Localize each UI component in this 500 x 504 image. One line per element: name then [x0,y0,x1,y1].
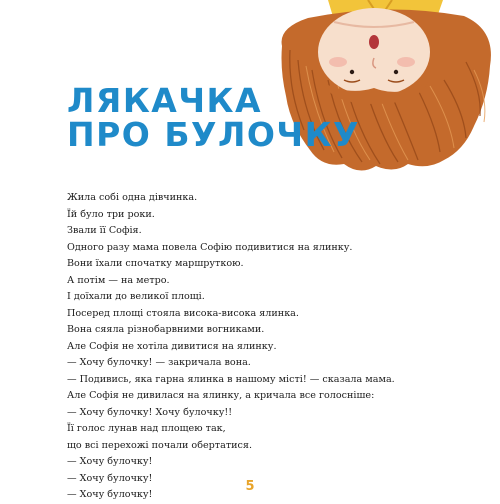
story-line: — Подивись, яка гарна ялинка в нашому місті! — сказала мама. [67,373,395,385]
title-line-2: ПРО БУЛОЧКУ [67,115,360,154]
story-line: — Хочу булочку! [67,489,153,500]
story-line: — Хочу булочку! [67,472,153,484]
story-line: Одного разу мама повела Софію подивитися на ялинку. [67,241,353,253]
story-line: — Хочу булочку! — закричала вона. [67,357,251,368]
page-title [67,81,360,154]
page-number: 5 [245,479,255,494]
title-line-1: ЛЯКАЧКА [67,81,263,120]
story-line: що всі перехожі почали обертатися. [67,439,253,451]
story-line: — Хочу булочку! [67,456,153,467]
story-line: Їй було три роки. [67,208,155,220]
story-line: І доїхали до великої площі. [67,291,205,302]
story-line: Вони їхали спочатку маршруткою. [67,258,244,269]
story-text [67,190,467,504]
story-line: — Хочу булочку! Хочу булочку!! [67,406,233,418]
story-line: Жила собі одна дівчинка. [67,192,198,203]
story-line: Звали її Софія. [67,225,142,236]
story-line: А потім — на метро. [67,274,170,286]
story-line: Але Софія не дивилася на ялинку, а кричала все голосніше: [67,390,375,401]
story-line: Посеред площі стояла висока-висока ялинка. [67,307,299,319]
story-line: Вона сяяла різнобарвними вогниками. [67,324,265,335]
story-line: Її голос лунав над площею так, [67,423,226,434]
story-line: Але Софія не хотіла дивитися на ялинку. [67,340,277,352]
